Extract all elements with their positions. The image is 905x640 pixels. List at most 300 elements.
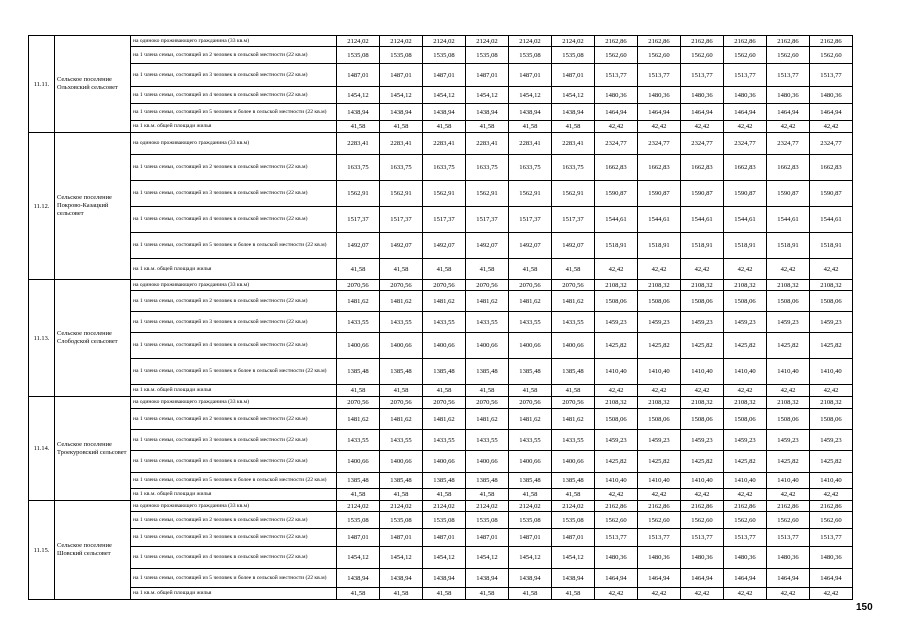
value-cell: 1492,07 bbox=[423, 233, 466, 259]
value-cell: 1517,37 bbox=[380, 207, 423, 233]
category-label: на 1 кв.м. общей площади жилья bbox=[131, 121, 337, 133]
value-cell: 41,58 bbox=[423, 259, 466, 280]
value-cell: 1487,01 bbox=[423, 64, 466, 87]
value-cell: 1385,48 bbox=[380, 473, 423, 489]
value-cell: 1487,01 bbox=[552, 529, 595, 547]
value-cell: 1425,82 bbox=[595, 451, 638, 473]
value-cell: 1535,08 bbox=[380, 512, 423, 529]
value-cell: 42,42 bbox=[595, 259, 638, 280]
value-cell: 2124,02 bbox=[466, 36, 509, 47]
value-cell: 41,58 bbox=[509, 121, 552, 133]
value-cell: 42,42 bbox=[638, 385, 681, 397]
value-cell: 1454,12 bbox=[337, 87, 380, 104]
value-cell: 2070,56 bbox=[380, 397, 423, 409]
value-cell: 1410,40 bbox=[724, 359, 767, 385]
value-cell: 1438,94 bbox=[423, 569, 466, 588]
table-row bbox=[29, 312, 853, 333]
value-cell: 1459,23 bbox=[724, 430, 767, 451]
value-cell: 2283,41 bbox=[466, 133, 509, 155]
category-label: на одиноко проживающего гражданина (33 кв.м) bbox=[131, 397, 337, 409]
value-cell: 42,42 bbox=[681, 588, 724, 600]
value-cell: 1425,82 bbox=[810, 451, 853, 473]
value-cell: 1513,77 bbox=[724, 529, 767, 547]
value-cell: 1487,01 bbox=[380, 529, 423, 547]
value-cell: 2162,86 bbox=[724, 36, 767, 47]
value-cell: 1410,40 bbox=[595, 359, 638, 385]
value-cell: 2283,41 bbox=[423, 133, 466, 155]
value-cell: 1517,37 bbox=[423, 207, 466, 233]
table-row bbox=[29, 588, 853, 600]
value-cell: 41,58 bbox=[337, 489, 380, 501]
category-label: на 1 члена семьи, состоящей из 5 человек и более в сельской местности (22 кв.м) bbox=[131, 233, 337, 259]
value-cell: 1464,94 bbox=[638, 104, 681, 121]
value-cell: 1590,87 bbox=[767, 181, 810, 207]
value-cell: 1410,40 bbox=[810, 473, 853, 489]
value-cell: 1508,06 bbox=[595, 409, 638, 430]
value-cell: 1454,12 bbox=[509, 87, 552, 104]
value-cell: 41,58 bbox=[337, 121, 380, 133]
value-cell: 42,42 bbox=[810, 489, 853, 501]
value-cell: 42,42 bbox=[767, 385, 810, 397]
section-code: 11.13. bbox=[29, 280, 55, 397]
category-label: на 1 члена семьи, состоящей из 4 человек в сельской местности (22 кв.м) bbox=[131, 207, 337, 233]
value-cell: 1544,61 bbox=[595, 207, 638, 233]
value-cell: 1508,06 bbox=[681, 291, 724, 312]
value-cell: 41,58 bbox=[466, 489, 509, 501]
value-cell: 1518,91 bbox=[681, 233, 724, 259]
value-cell: 2070,56 bbox=[466, 280, 509, 291]
value-cell: 1438,94 bbox=[509, 104, 552, 121]
value-cell: 1562,60 bbox=[638, 512, 681, 529]
value-cell: 1385,48 bbox=[466, 359, 509, 385]
value-cell: 41,58 bbox=[509, 588, 552, 600]
value-cell: 41,58 bbox=[552, 385, 595, 397]
value-cell: 1385,48 bbox=[509, 473, 552, 489]
value-cell: 1487,01 bbox=[380, 64, 423, 87]
value-cell: 1464,94 bbox=[767, 104, 810, 121]
value-cell: 41,58 bbox=[466, 259, 509, 280]
value-cell: 1400,66 bbox=[466, 451, 509, 473]
settlement-name: Сельское поселение Ольховский сельсовет bbox=[55, 36, 131, 133]
value-cell: 41,58 bbox=[380, 121, 423, 133]
value-cell: 2108,32 bbox=[810, 280, 853, 291]
value-cell: 2124,02 bbox=[380, 501, 423, 512]
value-cell: 1480,36 bbox=[724, 87, 767, 104]
value-cell: 1562,91 bbox=[380, 181, 423, 207]
value-cell: 1459,23 bbox=[724, 312, 767, 333]
value-cell: 2108,32 bbox=[810, 397, 853, 409]
value-cell: 41,58 bbox=[552, 588, 595, 600]
section-code: 11.11. bbox=[29, 36, 55, 133]
value-cell: 2324,77 bbox=[810, 133, 853, 155]
value-cell: 1492,07 bbox=[509, 233, 552, 259]
category-label: на 1 члена семьи, состоящей из 4 человек в сельской местности (22 кв.м) bbox=[131, 547, 337, 569]
value-cell: 1400,66 bbox=[509, 451, 552, 473]
value-cell: 1535,08 bbox=[380, 47, 423, 64]
category-label: на 1 члена семьи, состоящей из 2 человек в сельской местности (22 кв.м) bbox=[131, 409, 337, 430]
value-cell: 1517,37 bbox=[337, 207, 380, 233]
value-cell: 1464,94 bbox=[767, 569, 810, 588]
value-cell: 42,42 bbox=[810, 588, 853, 600]
value-cell: 42,42 bbox=[638, 489, 681, 501]
value-cell: 1508,06 bbox=[767, 291, 810, 312]
value-cell: 1433,55 bbox=[337, 430, 380, 451]
settlement-name: Сельское поселение Троекуровский сельсовет bbox=[55, 397, 131, 501]
value-cell: 1544,61 bbox=[810, 207, 853, 233]
value-cell: 1562,60 bbox=[767, 47, 810, 64]
value-cell: 1633,75 bbox=[423, 155, 466, 181]
value-cell: 41,58 bbox=[423, 121, 466, 133]
value-cell: 1459,23 bbox=[810, 312, 853, 333]
value-cell: 2162,86 bbox=[595, 501, 638, 512]
value-cell: 42,42 bbox=[767, 489, 810, 501]
value-cell: 1433,55 bbox=[337, 312, 380, 333]
value-cell: 1433,55 bbox=[423, 312, 466, 333]
value-cell: 42,42 bbox=[595, 588, 638, 600]
value-cell: 1410,40 bbox=[810, 359, 853, 385]
category-label: на 1 члена семьи, состоящей из 3 человек в сельской местности (22 кв.м) bbox=[131, 181, 337, 207]
value-cell: 1562,91 bbox=[509, 181, 552, 207]
value-cell: 2108,32 bbox=[595, 397, 638, 409]
value-cell: 1433,55 bbox=[509, 430, 552, 451]
table-row bbox=[29, 155, 853, 181]
value-cell: 41,58 bbox=[466, 588, 509, 600]
value-cell: 1513,77 bbox=[810, 64, 853, 87]
value-cell: 1513,77 bbox=[724, 64, 767, 87]
table-row bbox=[29, 47, 853, 64]
table-row bbox=[29, 233, 853, 259]
table-row bbox=[29, 291, 853, 312]
value-cell: 2108,32 bbox=[724, 397, 767, 409]
value-cell: 42,42 bbox=[638, 259, 681, 280]
value-cell: 1562,91 bbox=[466, 181, 509, 207]
value-cell: 42,42 bbox=[724, 489, 767, 501]
tariff-table-sheet bbox=[28, 35, 850, 600]
value-cell: 1535,08 bbox=[509, 512, 552, 529]
value-cell: 1454,12 bbox=[552, 547, 595, 569]
value-cell: 1517,37 bbox=[509, 207, 552, 233]
value-cell: 1464,94 bbox=[595, 569, 638, 588]
value-cell: 2324,77 bbox=[638, 133, 681, 155]
value-cell: 41,58 bbox=[466, 121, 509, 133]
value-cell: 1400,66 bbox=[466, 333, 509, 359]
value-cell: 1508,06 bbox=[810, 409, 853, 430]
value-cell: 1535,08 bbox=[509, 47, 552, 64]
value-cell: 1459,23 bbox=[810, 430, 853, 451]
value-cell: 41,58 bbox=[509, 385, 552, 397]
value-cell: 1410,40 bbox=[767, 473, 810, 489]
table-row bbox=[29, 547, 853, 569]
value-cell: 1508,06 bbox=[810, 291, 853, 312]
value-cell: 1481,62 bbox=[337, 409, 380, 430]
value-cell: 1535,08 bbox=[337, 47, 380, 64]
value-cell: 1662,83 bbox=[810, 155, 853, 181]
value-cell: 1481,62 bbox=[337, 291, 380, 312]
value-cell: 1562,60 bbox=[638, 47, 681, 64]
value-cell: 1425,82 bbox=[724, 451, 767, 473]
value-cell: 1590,87 bbox=[681, 181, 724, 207]
value-cell: 42,42 bbox=[638, 121, 681, 133]
value-cell: 1633,75 bbox=[552, 155, 595, 181]
category-label: на 1 члена семьи, состоящей из 3 человек в сельской местности (22 кв.м) bbox=[131, 529, 337, 547]
value-cell: 1385,48 bbox=[423, 473, 466, 489]
value-cell: 1400,66 bbox=[552, 451, 595, 473]
value-cell: 1590,87 bbox=[595, 181, 638, 207]
value-cell: 2070,56 bbox=[337, 280, 380, 291]
value-cell: 1400,66 bbox=[552, 333, 595, 359]
value-cell: 42,42 bbox=[724, 385, 767, 397]
value-cell: 1459,23 bbox=[595, 312, 638, 333]
value-cell: 1410,40 bbox=[595, 473, 638, 489]
category-label: на 1 члена семьи, состоящей из 4 человек в сельской местности (22 кв.м) bbox=[131, 87, 337, 104]
value-cell: 1400,66 bbox=[380, 451, 423, 473]
tariff-table bbox=[28, 35, 853, 600]
value-cell: 1410,40 bbox=[681, 473, 724, 489]
value-cell: 41,58 bbox=[509, 489, 552, 501]
value-cell: 1518,91 bbox=[638, 233, 681, 259]
value-cell: 1590,87 bbox=[810, 181, 853, 207]
value-cell: 1590,87 bbox=[638, 181, 681, 207]
value-cell: 1481,62 bbox=[423, 291, 466, 312]
value-cell: 2108,32 bbox=[767, 397, 810, 409]
value-cell: 1508,06 bbox=[724, 291, 767, 312]
value-cell: 41,58 bbox=[337, 385, 380, 397]
value-cell: 1480,36 bbox=[595, 547, 638, 569]
value-cell: 1487,01 bbox=[466, 64, 509, 87]
value-cell: 1459,23 bbox=[767, 430, 810, 451]
value-cell: 2108,32 bbox=[681, 280, 724, 291]
value-cell: 41,58 bbox=[423, 489, 466, 501]
table-row bbox=[29, 87, 853, 104]
value-cell: 1518,91 bbox=[595, 233, 638, 259]
table-row bbox=[29, 121, 853, 133]
value-cell: 1535,08 bbox=[466, 47, 509, 64]
value-cell: 1481,62 bbox=[380, 291, 423, 312]
table-row bbox=[29, 36, 853, 47]
value-cell: 1454,12 bbox=[423, 87, 466, 104]
value-cell: 2324,77 bbox=[767, 133, 810, 155]
category-label: на 1 члена семьи, состоящей из 5 человек и более в сельской местности (22 кв.м) bbox=[131, 473, 337, 489]
value-cell: 1480,36 bbox=[724, 547, 767, 569]
value-cell: 1535,08 bbox=[423, 47, 466, 64]
value-cell: 1454,12 bbox=[337, 547, 380, 569]
value-cell: 1400,66 bbox=[423, 333, 466, 359]
value-cell: 1433,55 bbox=[552, 430, 595, 451]
table-row bbox=[29, 397, 853, 409]
value-cell: 2070,56 bbox=[337, 397, 380, 409]
category-label: на 1 члена семьи, состоящей из 5 человек и более в сельской местности (22 кв.м) bbox=[131, 104, 337, 121]
value-cell: 1633,75 bbox=[337, 155, 380, 181]
value-cell: 41,58 bbox=[423, 385, 466, 397]
table-row bbox=[29, 489, 853, 501]
value-cell: 41,58 bbox=[423, 588, 466, 600]
value-cell: 2124,02 bbox=[509, 36, 552, 47]
value-cell: 42,42 bbox=[595, 121, 638, 133]
value-cell: 1508,06 bbox=[767, 409, 810, 430]
value-cell: 1454,12 bbox=[466, 87, 509, 104]
value-cell: 1438,94 bbox=[423, 104, 466, 121]
value-cell: 2162,86 bbox=[595, 36, 638, 47]
value-cell: 2283,41 bbox=[509, 133, 552, 155]
category-label: на 1 кв.м. общей площади жилья bbox=[131, 588, 337, 600]
value-cell: 41,58 bbox=[380, 259, 423, 280]
value-cell: 1480,36 bbox=[810, 87, 853, 104]
category-label: на 1 кв.м. общей площади жилья bbox=[131, 385, 337, 397]
value-cell: 1410,40 bbox=[681, 359, 724, 385]
value-cell: 1562,60 bbox=[724, 47, 767, 64]
value-cell: 1487,01 bbox=[509, 529, 552, 547]
value-cell: 1662,83 bbox=[681, 155, 724, 181]
value-cell: 42,42 bbox=[595, 489, 638, 501]
value-cell: 1425,82 bbox=[724, 333, 767, 359]
value-cell: 1433,55 bbox=[552, 312, 595, 333]
value-cell: 1662,83 bbox=[638, 155, 681, 181]
value-cell: 1492,07 bbox=[337, 233, 380, 259]
value-cell: 1454,12 bbox=[380, 547, 423, 569]
value-cell: 2124,02 bbox=[466, 501, 509, 512]
value-cell: 1481,62 bbox=[552, 409, 595, 430]
value-cell: 42,42 bbox=[681, 385, 724, 397]
category-label: на 1 члена семьи, состоящей из 3 человек в сельской местности (22 кв.м) bbox=[131, 430, 337, 451]
value-cell: 1438,94 bbox=[337, 104, 380, 121]
category-label: на 1 члена семьи, состоящей из 4 человек в сельской местности (22 кв.м) bbox=[131, 333, 337, 359]
value-cell: 1410,40 bbox=[724, 473, 767, 489]
category-label: на 1 члена семьи, состоящей из 3 человек в сельской местности (22 кв.м) bbox=[131, 312, 337, 333]
table-row bbox=[29, 181, 853, 207]
value-cell: 42,42 bbox=[638, 588, 681, 600]
value-cell: 1513,77 bbox=[595, 529, 638, 547]
value-cell: 2124,02 bbox=[337, 36, 380, 47]
value-cell: 1487,01 bbox=[337, 529, 380, 547]
value-cell: 41,58 bbox=[380, 385, 423, 397]
value-cell: 1385,48 bbox=[552, 473, 595, 489]
table-row bbox=[29, 430, 853, 451]
value-cell: 2324,77 bbox=[595, 133, 638, 155]
value-cell: 1425,82 bbox=[638, 451, 681, 473]
value-cell: 1385,48 bbox=[423, 359, 466, 385]
value-cell: 41,58 bbox=[552, 121, 595, 133]
category-label: на 1 члена семьи, состоящей из 2 человек в сельской местности (22 кв.м) bbox=[131, 47, 337, 64]
value-cell: 41,58 bbox=[337, 259, 380, 280]
value-cell: 1433,55 bbox=[423, 430, 466, 451]
table-row bbox=[29, 104, 853, 121]
value-cell: 1518,91 bbox=[767, 233, 810, 259]
value-cell: 1459,23 bbox=[767, 312, 810, 333]
value-cell: 1662,83 bbox=[595, 155, 638, 181]
value-cell: 1400,66 bbox=[337, 333, 380, 359]
value-cell: 42,42 bbox=[681, 489, 724, 501]
value-cell: 1562,60 bbox=[681, 47, 724, 64]
value-cell: 2108,32 bbox=[638, 397, 681, 409]
value-cell: 42,42 bbox=[595, 385, 638, 397]
value-cell: 1385,48 bbox=[337, 359, 380, 385]
value-cell: 1400,66 bbox=[337, 451, 380, 473]
value-cell: 1464,94 bbox=[681, 104, 724, 121]
table-row bbox=[29, 529, 853, 547]
value-cell: 1513,77 bbox=[638, 64, 681, 87]
value-cell: 1438,94 bbox=[466, 104, 509, 121]
value-cell: 1385,48 bbox=[337, 473, 380, 489]
value-cell: 1562,60 bbox=[810, 512, 853, 529]
category-label: на 1 члена семьи, состоящей из 4 человек в сельской местности (22 кв.м) bbox=[131, 451, 337, 473]
value-cell: 1385,48 bbox=[552, 359, 595, 385]
table-row bbox=[29, 569, 853, 588]
value-cell: 1513,77 bbox=[681, 529, 724, 547]
value-cell: 1385,48 bbox=[509, 359, 552, 385]
value-cell: 1487,01 bbox=[509, 64, 552, 87]
value-cell: 1459,23 bbox=[595, 430, 638, 451]
table-row bbox=[29, 451, 853, 473]
value-cell: 1487,01 bbox=[466, 529, 509, 547]
value-cell: 2162,86 bbox=[810, 36, 853, 47]
value-cell: 2124,02 bbox=[337, 501, 380, 512]
value-cell: 1438,94 bbox=[380, 104, 423, 121]
value-cell: 2070,56 bbox=[466, 397, 509, 409]
category-label: на одиноко проживающего гражданина (33 кв.м) bbox=[131, 280, 337, 291]
category-label: на 1 члена семьи, состоящей из 2 человек в сельской местности (22 кв.м) bbox=[131, 291, 337, 312]
value-cell: 42,42 bbox=[724, 259, 767, 280]
value-cell: 2162,86 bbox=[681, 36, 724, 47]
value-cell: 1535,08 bbox=[552, 47, 595, 64]
value-cell: 1562,60 bbox=[595, 47, 638, 64]
value-cell: 1425,82 bbox=[810, 333, 853, 359]
value-cell: 1480,36 bbox=[638, 87, 681, 104]
value-cell: 1454,12 bbox=[380, 87, 423, 104]
value-cell: 1400,66 bbox=[509, 333, 552, 359]
value-cell: 1438,94 bbox=[552, 569, 595, 588]
value-cell: 1633,75 bbox=[509, 155, 552, 181]
value-cell: 1633,75 bbox=[380, 155, 423, 181]
value-cell: 1454,12 bbox=[509, 547, 552, 569]
value-cell: 2124,02 bbox=[509, 501, 552, 512]
value-cell: 1400,66 bbox=[423, 451, 466, 473]
value-cell: 1544,61 bbox=[638, 207, 681, 233]
value-cell: 41,58 bbox=[380, 588, 423, 600]
value-cell: 1410,40 bbox=[767, 359, 810, 385]
settlement-name: Сельское поселение Покрово-Казацкий сельсовет bbox=[55, 133, 131, 280]
value-cell: 1481,62 bbox=[423, 409, 466, 430]
value-cell: 1508,06 bbox=[681, 409, 724, 430]
page-number: 150 bbox=[856, 602, 873, 613]
value-cell: 42,42 bbox=[810, 385, 853, 397]
value-cell: 1425,82 bbox=[681, 333, 724, 359]
value-cell: 2324,77 bbox=[724, 133, 767, 155]
value-cell: 1544,61 bbox=[724, 207, 767, 233]
value-cell: 42,42 bbox=[767, 259, 810, 280]
value-cell: 42,42 bbox=[810, 259, 853, 280]
value-cell: 1492,07 bbox=[380, 233, 423, 259]
settlement-name: Сельское поселение Шовский сельсовет bbox=[55, 501, 131, 600]
value-cell: 2108,32 bbox=[724, 280, 767, 291]
value-cell: 1662,83 bbox=[767, 155, 810, 181]
value-cell: 2124,02 bbox=[423, 36, 466, 47]
value-cell: 41,58 bbox=[380, 489, 423, 501]
value-cell: 2108,32 bbox=[638, 280, 681, 291]
settlement-name: Сельское поселение Слободской сельсовет bbox=[55, 280, 131, 397]
table-row bbox=[29, 409, 853, 430]
category-label: на 1 члена семьи, состоящей из 2 человек в сельской местности (22 кв.м) bbox=[131, 512, 337, 529]
value-cell: 1481,62 bbox=[552, 291, 595, 312]
value-cell: 2108,32 bbox=[681, 397, 724, 409]
table-row bbox=[29, 133, 853, 155]
value-cell: 42,42 bbox=[767, 588, 810, 600]
value-cell: 1425,82 bbox=[595, 333, 638, 359]
value-cell: 1433,55 bbox=[380, 430, 423, 451]
value-cell: 1480,36 bbox=[595, 87, 638, 104]
value-cell: 1481,62 bbox=[509, 409, 552, 430]
value-cell: 1410,40 bbox=[638, 359, 681, 385]
table-row bbox=[29, 512, 853, 529]
